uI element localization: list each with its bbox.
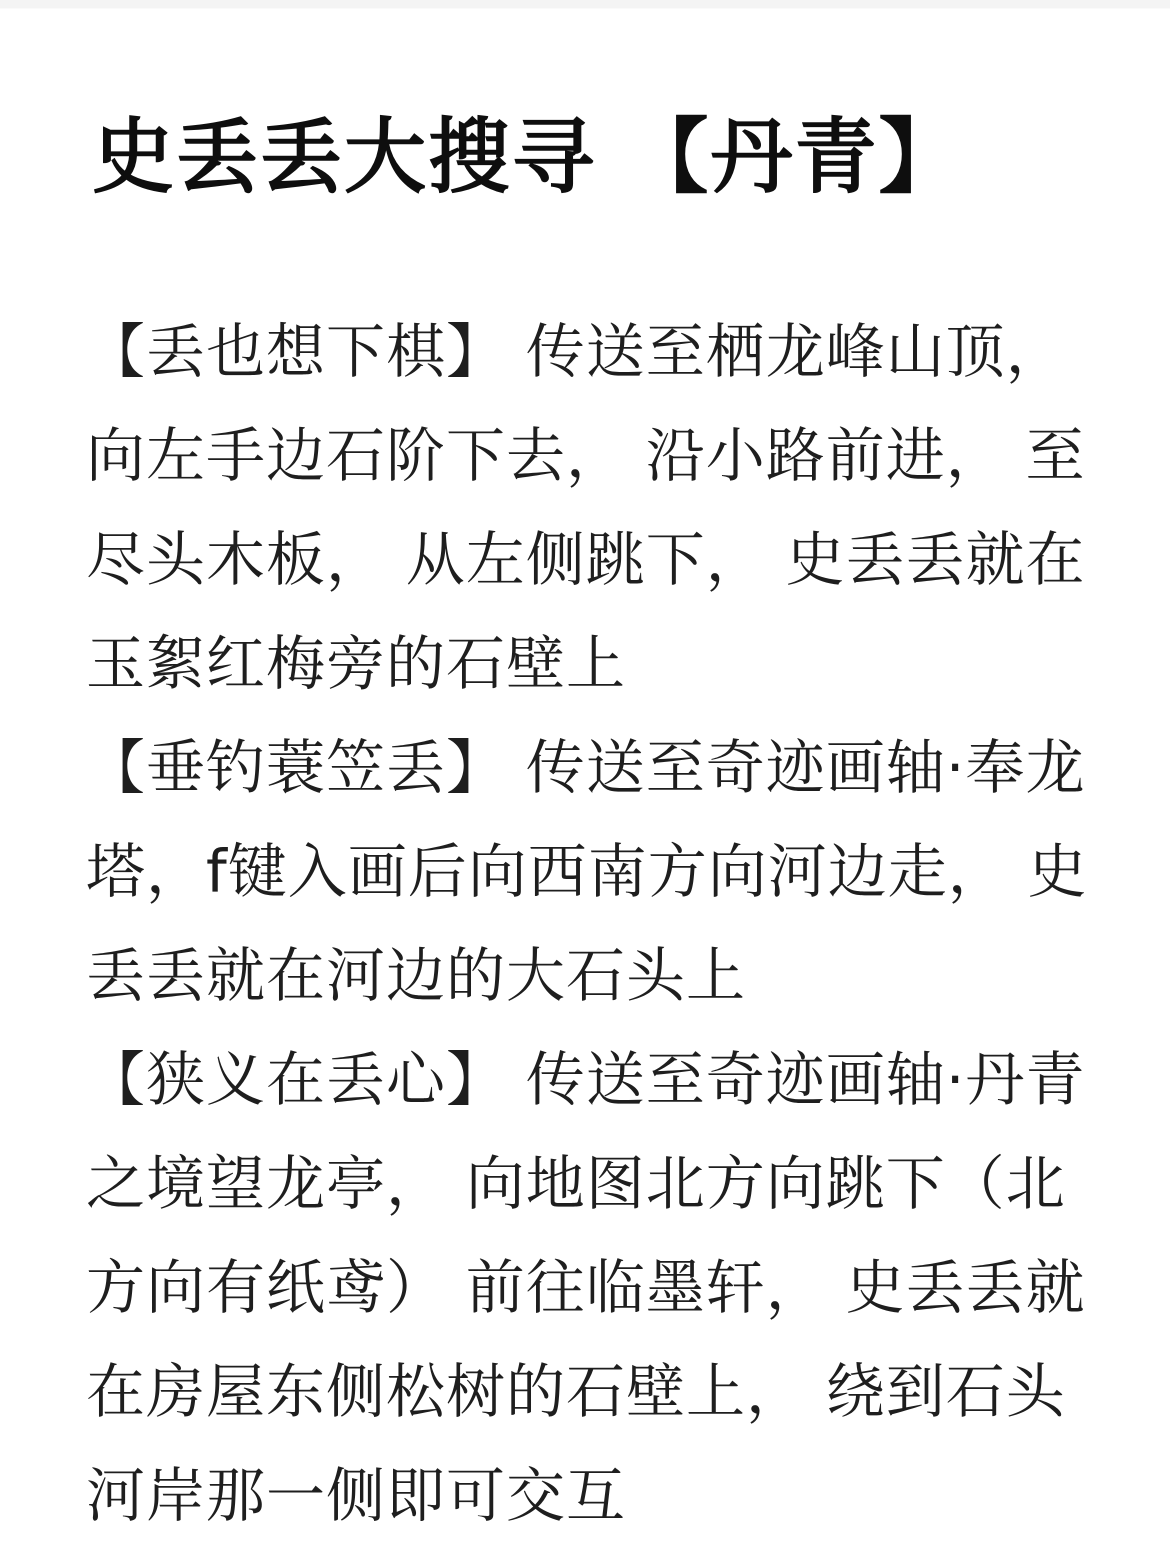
text-line: 【垂钓蓑笠丢】 传送至奇迹画轴·奉龙 xyxy=(86,733,1086,802)
text-line: 玉絮红梅旁的石壁上 xyxy=(86,629,627,698)
text-line: 【狭义在丢心】 传送至奇迹画轴·丹青 xyxy=(86,1045,1086,1114)
paragraph-3 xyxy=(86,1028,1092,1548)
text-line: 之境望龙亭， 向地图北方向跳下（北 xyxy=(86,1149,1066,1218)
paragraph-2 xyxy=(86,716,1092,1028)
text-line: 尽头木板， 从左侧跳下， 史丢丢就在 xyxy=(86,525,1086,594)
body-text xyxy=(86,300,1092,1548)
paragraph-1 xyxy=(86,300,1092,716)
text-line: 【丢也想下棋】 传送至栖龙峰山顶， xyxy=(86,317,1066,386)
top-strip xyxy=(0,0,1170,9)
text-line: 河岸那一侧即可交互 xyxy=(86,1461,627,1530)
text-line: 丢丢就在河边的大石头上 xyxy=(86,941,747,1010)
page-title: 史丢丢大搜寻 【丹青】 xyxy=(92,110,963,205)
text-line: 在房屋东侧松树的石壁上， 绕到石头 xyxy=(86,1357,1066,1426)
text-line: 向左手边石阶下去， 沿小路前进， 至 xyxy=(86,421,1086,490)
text-line: 方向有纸鸢） 前往临墨轩， 史丢丢就 xyxy=(86,1253,1086,1322)
text-line: 塔，f键入画后向西南方向河边走， 史 xyxy=(86,837,1088,906)
